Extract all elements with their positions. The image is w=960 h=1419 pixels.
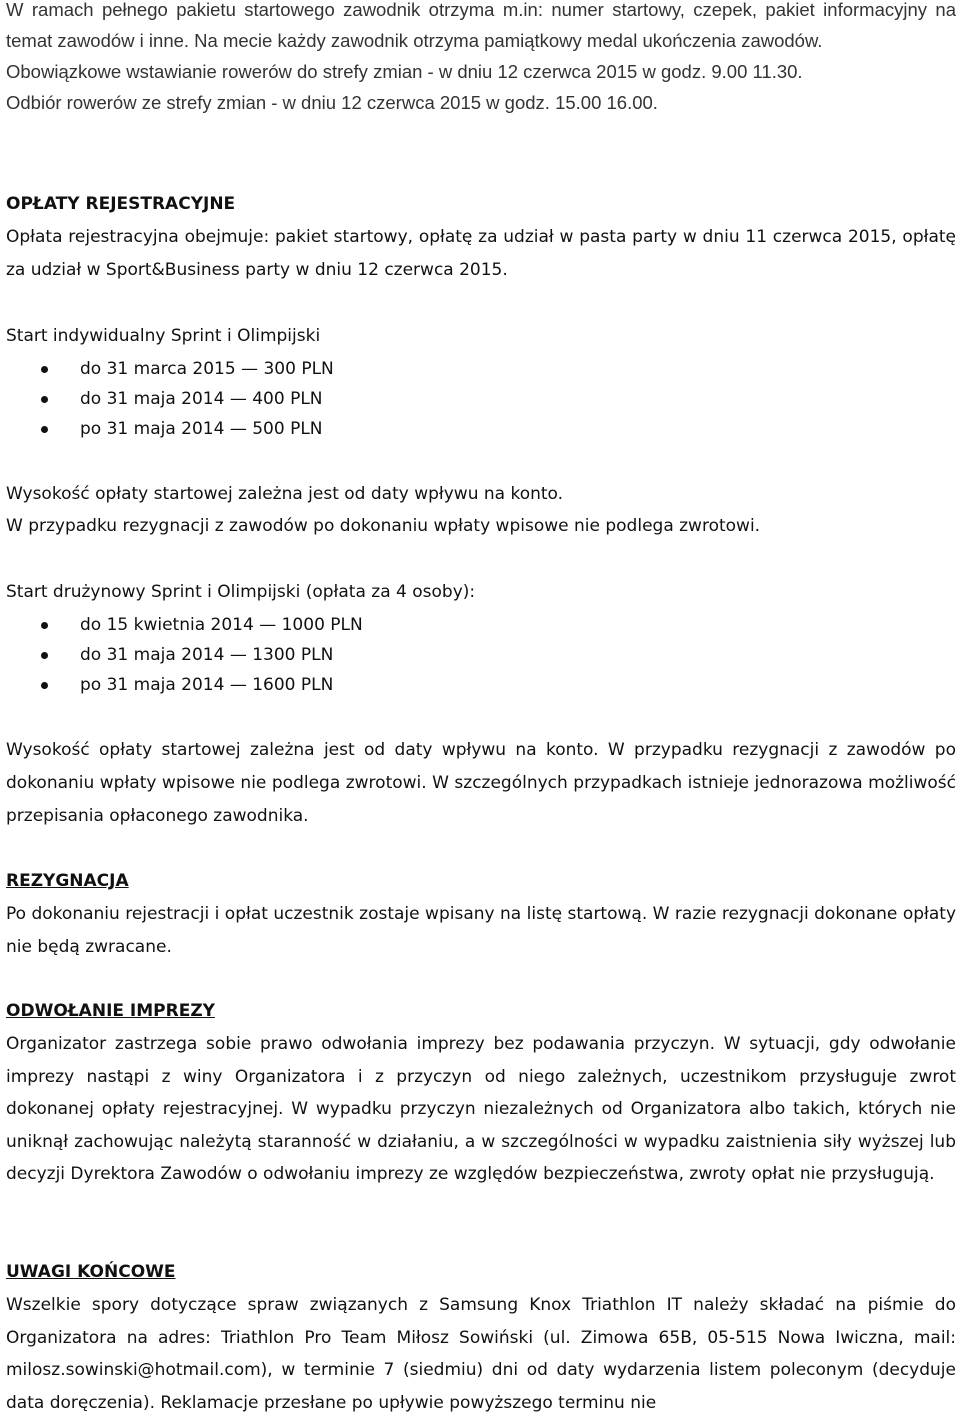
list-item: po 31 maja 2014 — 500 PLN <box>6 414 956 444</box>
individual-title: Start indywidualny Sprint i Olimpijski <box>6 326 321 346</box>
team-fee-list <box>6 610 956 700</box>
bullet-icon <box>41 366 48 373</box>
bullet-icon <box>41 396 48 403</box>
fees-section <box>6 188 956 287</box>
list-item: po 31 maja 2014 — 1600 PLN <box>6 670 956 700</box>
list-item: do 31 maja 2014 — 1300 PLN <box>6 640 956 670</box>
intro-paragraph-package: W ramach pełnego pakietu startowego zawodnik otrzyma m.in: numer startowy, czepek, pakiet informacyjny na temat zawodów i inne. Na mecie każdy zawodnik otrzyma pamiątkowy medal ukończenia zawodów. <box>6 0 956 51</box>
individual-fee-list <box>6 354 956 444</box>
bullet-icon <box>41 682 48 689</box>
resignation-heading: REZYGNACJA <box>6 871 129 891</box>
fees-description: Opłata rejestracyjna obejmuje: pakiet startowy, opłatę za udział w pasta party w dniu 11 czerwca 2015, opłatę za udział w Sport&Business party w dniu 12 czerwca 2015. <box>6 227 956 280</box>
individual-fees <box>6 320 956 444</box>
team-note: Wysokość opłaty startowej zależna jest od daty wpływu na konto. W przypadku rezygnacji z zawodów po dokonaniu wpłaty wpisowe nie podlega zwrotowi. W szczególnych przypadkach istnieje jednorazowa możliwość przepisania opłaconego zawodnika. <box>6 740 956 826</box>
intro-section <box>6 0 956 118</box>
final-remarks-heading: UWAGI KOŃCOWE <box>6 1262 176 1282</box>
bullet-icon <box>41 426 48 433</box>
list-item: do 31 maja 2014 — 400 PLN <box>6 384 956 414</box>
individual-note-date: Wysokość opłaty startowej zależna jest od daty wpływu na konto. <box>6 484 564 504</box>
final-remarks-text: Wszelkie spory dotyczące spraw związanych z Samsung Knox Triathlon IT należy składać na piśmie do Organizatora na adres: Triathlon Pro Team Miłosz Sowiński (ul. Zimowa 65B, 05-515 Nowa Iwiczna, mail: milosz.sowinski@hotmail.com), w terminie 7 (siedmiu) dni od daty wydarzenia listem poleconym (decyduje data doręczenia). Reklamacje przesłane po upływie powyższego terminu nie <box>6 1295 956 1413</box>
list-item: do 31 marca 2015 — 300 PLN <box>6 354 956 384</box>
resignation-section <box>6 865 956 964</box>
team-title: Start drużynowy Sprint i Olimpijski (opłata za 4 osoby): <box>6 582 476 602</box>
individual-note-refund: W przypadku rezygnacji z zawodów po dokonaniu wpłaty wpisowe nie podlega zwrotowi. <box>6 516 761 536</box>
intro-paragraph-bike-dropoff: Obowiązkowe wstawianie rowerów do strefy zmian - w dniu 12 czerwca 2015 w godz. 9.00 11.30. <box>6 61 803 82</box>
list-item: do 15 kwietnia 2014 — 1000 PLN <box>6 610 956 640</box>
team-fees <box>6 576 956 700</box>
individual-notes <box>6 478 956 542</box>
final-remarks-section <box>6 1256 956 1419</box>
intro-paragraph-bike-pickup: Odbiór rowerów ze strefy zmian - w dniu 12 czerwca 2015 w godz. 15.00 16.00. <box>6 92 658 113</box>
resignation-text: Po dokonaniu rejestracji i opłat uczestnik zostaje wpisany na listę startową. W razie rezygnacji dokonane opłaty nie będą zwracane. <box>6 904 956 957</box>
bullet-icon <box>41 652 48 659</box>
cancellation-section <box>6 995 956 1191</box>
cancellation-text: Organizator zastrzega sobie prawo odwołania imprezy bez podawania przyczyn. W sytuacji, gdy odwołanie imprezy nastąpi z winy Organizatora i z przyczyn od niego zależnych, uczestnikom przysługuje zwrot dokonanej opłaty rejestracyjnej. W wypadku przyczyn niezależnych od Organizatora albo takich, których nie uniknął zachowując należytą staranność w działaniu, a w szczególności w wypadku zaistnienia siły wyższej lub decyzji Dyrektora Zawodów o odwołaniu imprezy ze względów bezpieczeństwa, zwroty opłat nie przysługują. <box>6 1034 956 1184</box>
team-notes <box>6 734 956 833</box>
cancellation-heading: ODWOŁANIE IMPREZY <box>6 1001 215 1021</box>
fees-heading: OPŁATY REJESTRACYJNE <box>6 194 236 214</box>
bullet-icon <box>41 622 48 629</box>
